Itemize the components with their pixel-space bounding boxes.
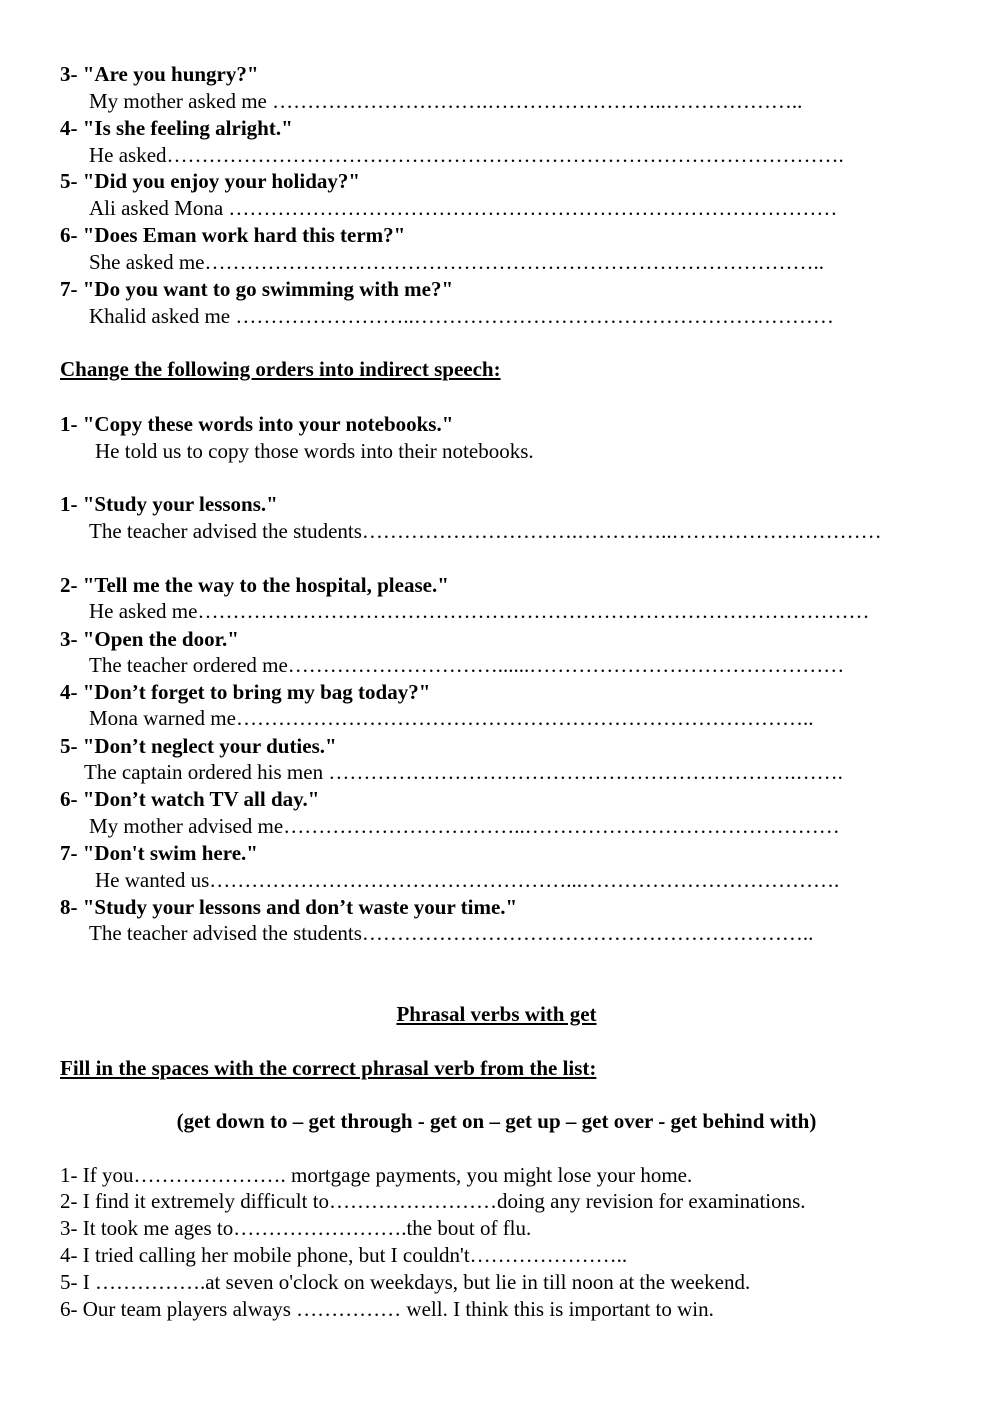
- answer-line: He wanted us……………………………………………...……………………………….: [95, 868, 840, 892]
- phrasal-verb-list: (get down to – get through - get on – get up – get over - get behind with): [176, 1109, 817, 1133]
- exercise-sentence: 5- I …………….at seven o'clock on weekdays, but lie in till noon at the weekend.: [60, 1270, 751, 1294]
- answer-line: My mother advised me……………………………..………………………………………: [89, 814, 840, 838]
- exercise-sentence: 1- If you…………………. mortgage payments, you might lose your home.: [60, 1163, 693, 1187]
- answer-line: Ali asked Mona ……………………………………………………………………………: [89, 196, 838, 220]
- question-line: 6- "Don’t watch TV all day.": [60, 787, 320, 811]
- answer-line: He asked…………………………………………………………………………………….: [89, 143, 844, 167]
- question-line: 5- "Did you enjoy your holiday?": [60, 169, 361, 193]
- question-line: 7- "Do you want to go swimming with me?": [60, 277, 454, 301]
- question-line: 1- "Study your lessons.": [60, 492, 278, 516]
- exercise-sentence: 2- I find it extremely difficult to……………………doing any revision for examinations.: [60, 1189, 806, 1213]
- question-line: 7- "Don't swim here.": [60, 841, 258, 865]
- exercise-sentence: 3- It took me ages to…………………….the bout of flu.: [60, 1216, 532, 1240]
- answer-line: Mona warned me………………………………………………………………………..: [89, 706, 814, 730]
- answer-line: My mother asked me ………………………….……………………..………………..: [89, 89, 803, 113]
- answer-line: The teacher ordered me…………………………......………………………………………: [89, 653, 845, 677]
- example-question-line: 1- "Copy these words into your notebooks.": [60, 412, 454, 436]
- answer-line: The teacher advised the students………………………………………………………..: [89, 921, 814, 945]
- question-line: 5- "Don’t neglect your duties.": [60, 734, 337, 758]
- exercise-sentence: 4- I tried calling her mobile phone, but I couldn't…………………..: [60, 1243, 628, 1267]
- question-line: 6- "Does Eman work hard this term?": [60, 223, 406, 247]
- section-heading: Change the following orders into indirect speech:: [60, 357, 501, 381]
- answer-line: Khalid asked me ……………………..……………………………………………………: [89, 304, 834, 328]
- question-line: 3- "Open the door.": [60, 627, 239, 651]
- example-answer-line: He told us to copy those words into their notebooks.: [95, 439, 534, 463]
- section-title: Phrasal verbs with get: [396, 1002, 597, 1026]
- exercise-sentence: 6- Our team players always …………… well. I think this is important to win.: [60, 1297, 714, 1321]
- answer-line: The captain ordered his men ………………………………………………………….…….: [84, 760, 843, 784]
- question-line: 3- "Are you hungry?": [60, 62, 259, 86]
- answer-line: She asked me……………………………………………………………………………..: [89, 250, 824, 274]
- question-line: 4- "Don’t forget to bring my bag today?": [60, 680, 431, 704]
- answer-line: He asked me……………………………………………………………………………………: [89, 599, 870, 623]
- question-line: 2- "Tell me the way to the hospital, please.": [60, 573, 449, 597]
- answer-line: The teacher advised the students………………………….…………..…………………………: [89, 519, 882, 543]
- section-instruction: Fill in the spaces with the correct phrasal verb from the list:: [60, 1056, 597, 1080]
- question-line: 8- "Study your lessons and don’t waste your time.": [60, 895, 518, 919]
- question-line: 4- "Is she feeling alright.": [60, 116, 293, 140]
